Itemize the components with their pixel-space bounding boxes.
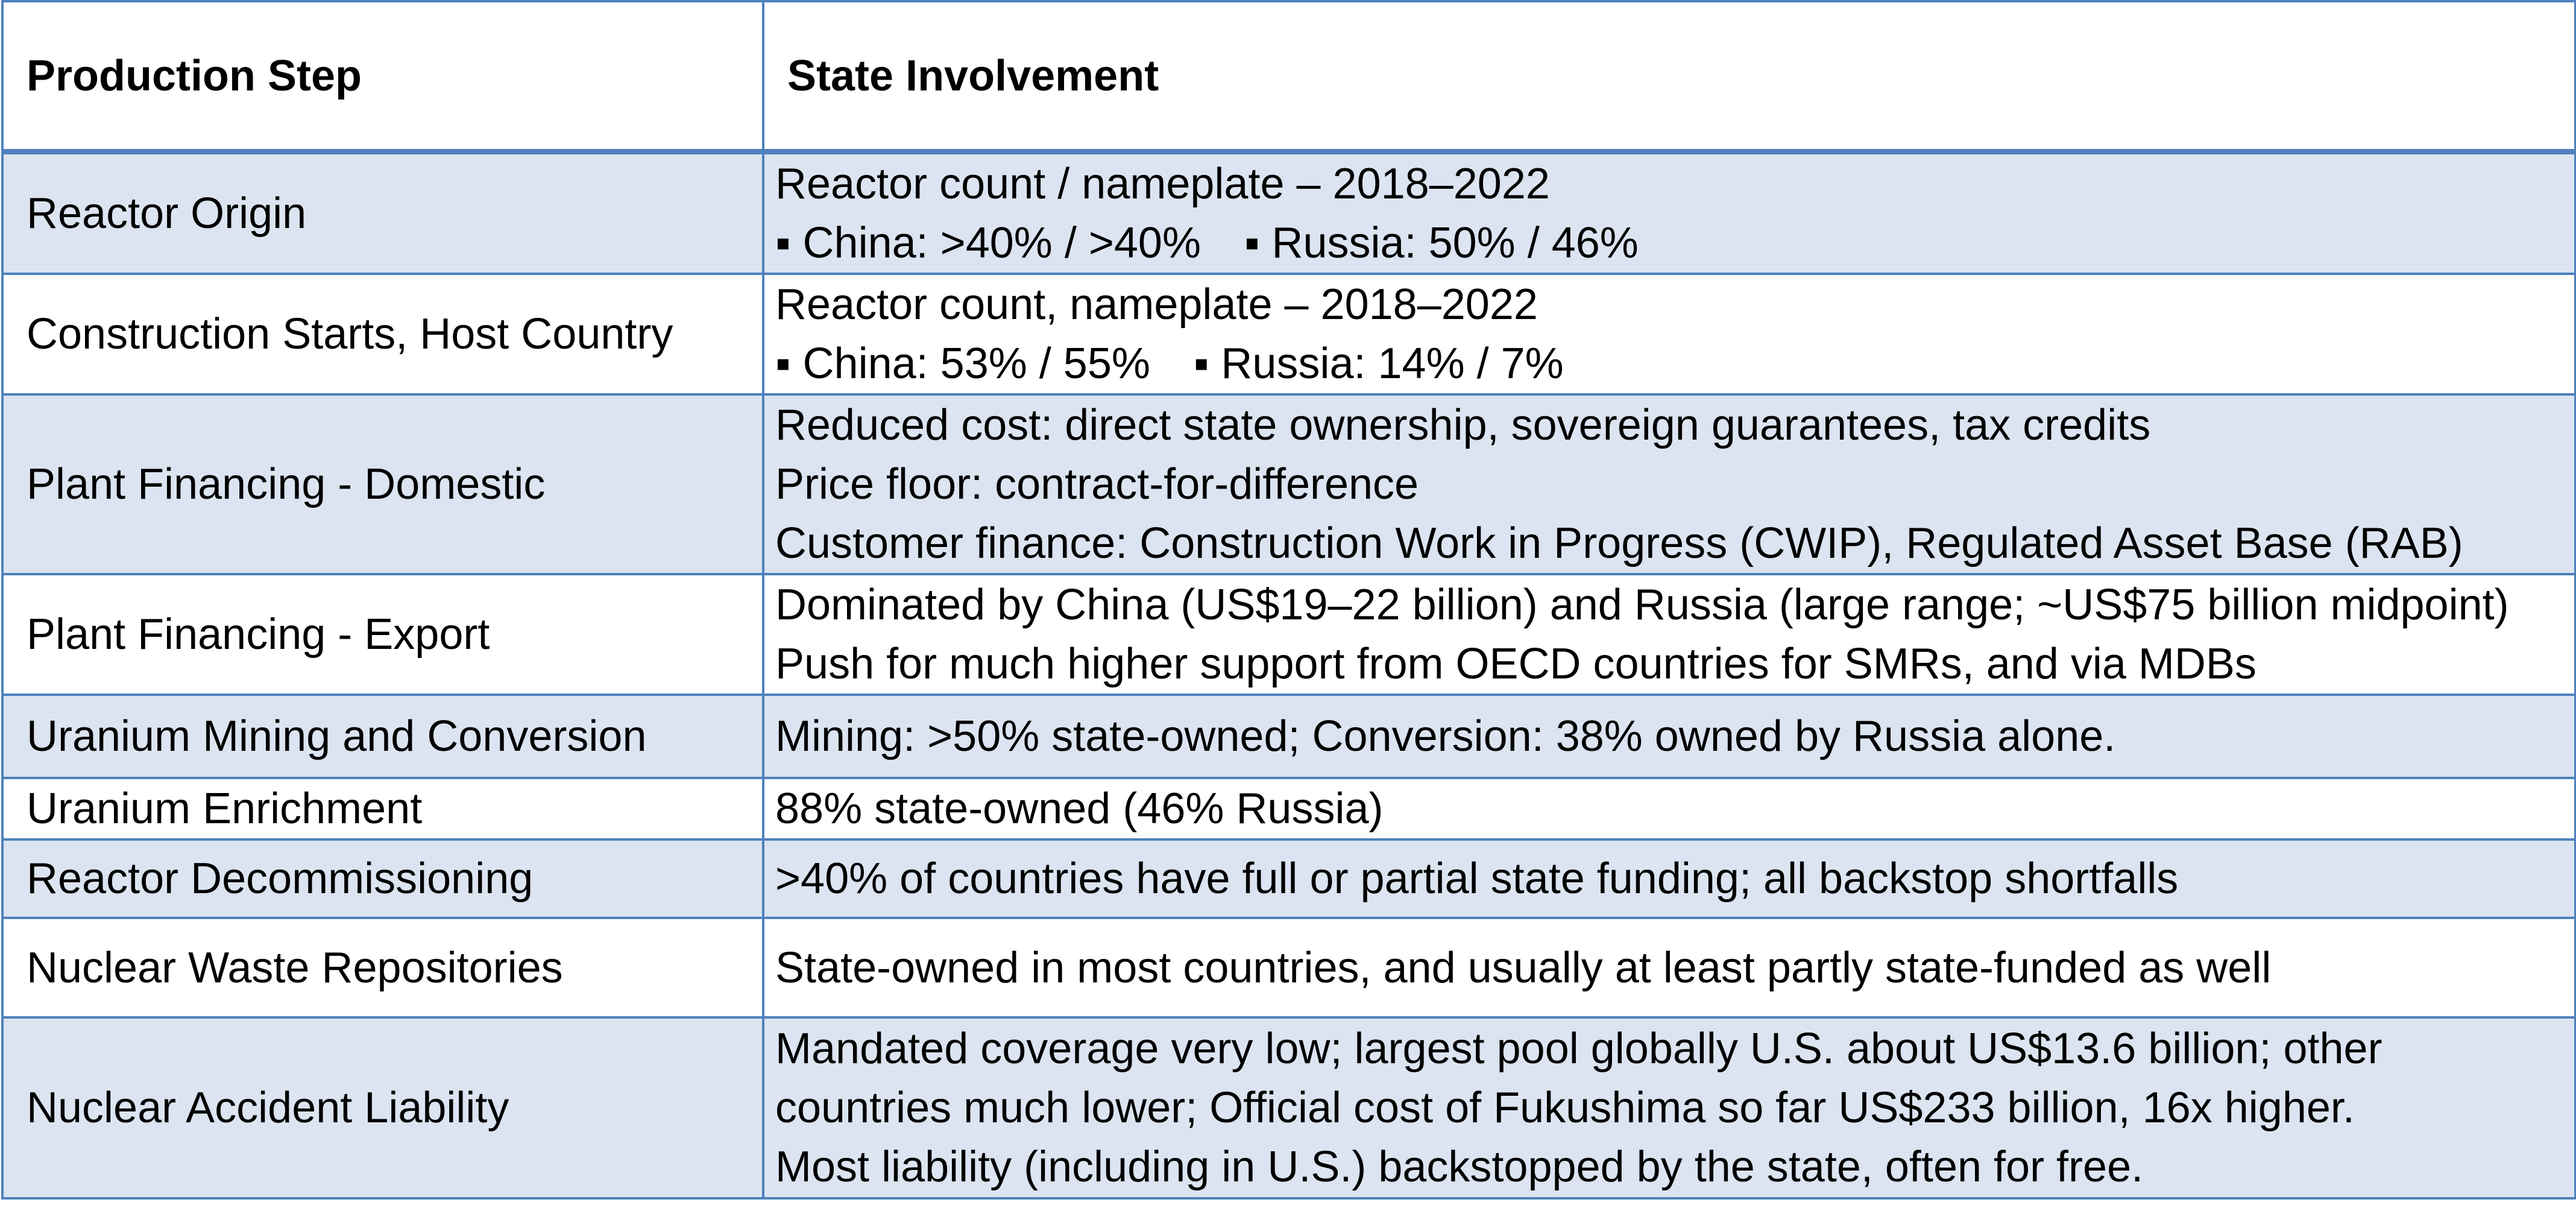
involvement-line: >40% of countries have full or partial state funding; all backstop shortfalls: [775, 855, 2179, 903]
production-step-cell: Plant Financing - Domestic: [2, 394, 763, 574]
production-step-cell: Uranium Mining and Conversion: [2, 695, 763, 778]
header-production-step: Production Step: [2, 1, 763, 152]
involvement-line: State-owned in most countries, and usually at least partly state-funded as well: [775, 943, 2272, 992]
state-involvement-cell: [763, 778, 2575, 839]
involvement-line: Most liability (including in U.S.) backstopped by the state, often for free.: [775, 1143, 2144, 1191]
table-row: [2, 695, 2575, 778]
production-step-cell: Plant Financing - Export: [2, 574, 763, 695]
involvement-line: Mining: >50% state-owned; Conversion: 38% owned by Russia alone.: [775, 712, 2116, 760]
table-row: [2, 778, 2575, 839]
table-row: [2, 152, 2575, 274]
bullet-item: ▪ Russia: 14% / 7%: [1193, 340, 1564, 388]
bullet-item: ▪ Russia: 50% / 46%: [1244, 219, 1639, 267]
table-row: [2, 574, 2575, 695]
involvement-line: Price floor: contract-for-difference: [775, 460, 1419, 508]
involvement-line: Push for much higher support from OECD countries for SMRs, and via MDBs: [775, 640, 2256, 688]
state-involvement-cell: [763, 918, 2575, 1017]
table-row: [2, 918, 2575, 1017]
production-step-cell: Reactor Origin: [2, 152, 763, 274]
production-step-cell: Uranium Enrichment: [2, 778, 763, 839]
production-step-cell: Reactor Decommissioning: [2, 839, 763, 918]
involvement-line: Dominated by China (US$19–22 billion) and Russia (large range; ~US$75 billion midpoint): [775, 581, 2509, 629]
bullet-item: ▪ China: 53% / 55%: [775, 340, 1150, 388]
state-involvement-cell: [763, 1017, 2575, 1198]
involvement-line: 88% state-owned (46% Russia): [775, 785, 1384, 833]
header-state-involvement: State Involvement: [763, 1, 2575, 152]
state-involvement-cell: [763, 695, 2575, 778]
involvement-line: Reduced cost: direct state ownership, sovereign guarantees, tax credits: [775, 401, 2151, 449]
production-step-cell: Nuclear Accident Liability: [2, 1017, 763, 1198]
state-involvement-cell: [763, 274, 2575, 394]
involvement-line: Mandated coverage very low; largest pool globally U.S. about US$13.6 billion; other: [775, 1025, 2382, 1073]
bullet-item: ▪ China: >40% / >40%: [775, 219, 1201, 267]
involvement-line: countries much lower; Official cost of Fukushima so far US$233 billion, 16x higher.: [775, 1084, 2355, 1132]
production-step-cell: Nuclear Waste Repositories: [2, 918, 763, 1017]
table-row: [2, 274, 2575, 394]
state-involvement-cell: [763, 152, 2575, 274]
table-row: [2, 839, 2575, 918]
header-row: [2, 1, 2575, 152]
production-step-cell: Construction Starts, Host Country: [2, 274, 763, 394]
table-row: [2, 1017, 2575, 1198]
involvement-line: Reactor count / nameplate – 2018–2022: [775, 160, 1550, 208]
involvement-bullets: [775, 213, 2574, 273]
state-involvement-cell: [763, 839, 2575, 918]
table-row: [2, 394, 2575, 574]
involvement-line: Customer finance: Construction Work in Progress (CWIP), Regulated Asset Base (RAB): [775, 519, 2463, 567]
state-involvement-cell: [763, 394, 2575, 574]
involvement-line: Reactor count, nameplate – 2018–2022: [775, 280, 1538, 329]
involvement-bullets: [775, 334, 2574, 393]
state-involvement-cell: [763, 574, 2575, 695]
state-involvement-table: [1, 0, 2576, 1200]
